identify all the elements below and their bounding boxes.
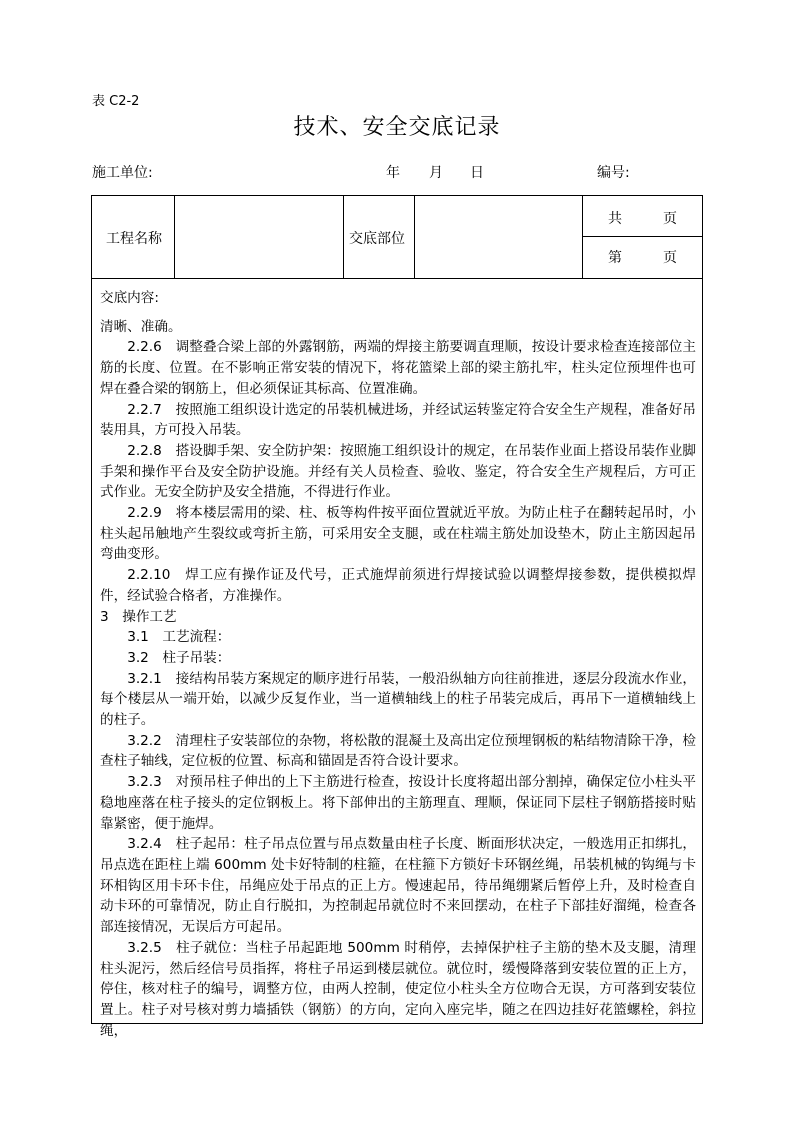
content-paragraph: 2.2.7 按照施工组织设计选定的吊装机械进场，并经试运转鉴定符合安全生产规程，准备好吊装用具，方可投入吊装。 [100, 401, 696, 439]
total-pages-label: 共 [608, 211, 622, 227]
content-paragraph: 3.2.2 清理柱子安装部位的杂物，将松散的混凝土及高出定位预埋钢板的粘结物清除干净，检查柱子轴线，定位板的位置、标高和锚固是否符合设计要求。 [100, 732, 696, 770]
handover-content [100, 288, 696, 1041]
table-header [92, 196, 702, 279]
content-paragraph: 3.2 柱子吊装： [127, 649, 231, 666]
content-paragraph: 3.1 工艺流程： [127, 629, 231, 646]
divider [414, 196, 415, 278]
content-paragraph: 3.2.3 对预吊柱子伸出的上下主筋进行检查，按设计长度将超出部分割掉，确保定位小柱头平稳地座落在柱子接头的定位钢板上。将下部伸出的主筋理直、理顺，保证同下层柱子钢筋搭接时贴靠紧密，便于施焊。 [100, 774, 696, 832]
content-paragraph: 2.2.8 搭设脚手架、安全防护架：按照施工组织设计的规定，在吊装作业面上搭设吊装作业脚手架和操作平台及安全防护设施。并经有关人员检查、验收、鉴定，符合安全生产规程后，方可正式作业。无安全防护及安全措施，不得进行作业。 [100, 442, 696, 501]
form-number: 表 C2-2 [92, 94, 140, 109]
total-pages-unit: 页 [663, 211, 677, 227]
content-paragraph: 2.2.6 调整叠合梁上部的外露钢筋，两端的焊接主筋要调直理顺，按设计要求检查连接部位主筋的长度、位置。在不影响正常安装的情况下，将花篮梁上部的梁主筋扎牢，柱头定位预埋件也可焊在叠合梁的钢筋上，但必须保证其标高、位置准确。 [100, 339, 696, 397]
number-label: 编号: [597, 165, 630, 181]
content-paragraph: 3.2.4 柱子起吊：柱子吊点位置与吊点数量由柱子长度、断面形状决定，一般选用正扣绑扎，吊点选在距柱上端 600mm 处卡好特制的柱箍，在柱箍下方锁好卡环钢丝绳，吊装机械的钩绳与卡环相钩区用卡环卡住，吊绳应处于吊点的正上方。慢速起吊，待吊绳绷紧后暂停上升，及时检查自动卡环的可靠情况，防止自行脱扣，为控制起吊就位时不来回摆动，在柱子下部挂好溜绳，检查各部连接情况，无误后方可起吊。 [100, 836, 696, 936]
divider [582, 236, 703, 237]
content-heading: 交底内容: [100, 290, 159, 306]
divider [582, 196, 583, 278]
content-paragraph: 2.2.9 将本楼层需用的梁、柱、板等构件按平面位置就近平放。为防止柱子在翻转起吊时，小柱头起吊触地产生裂纹或弯折主筋，可采用安全支腿，或在柱端主筋处加设垫木，防止主筋因起吊弯曲变形。 [100, 505, 696, 563]
content-paragraph: 3.2.1 接结构吊装方案规定的顺序进行吊装，一般沿纵轴方向往前推进，逐层分段流水作业，每个楼层从一端开始，以减少反复作业，当一道横轴线上的柱子吊装完成后，再吊下一道横轴线上的柱子。 [100, 670, 696, 729]
divider [174, 196, 175, 278]
section-heading: 3 操作工艺 [100, 608, 177, 625]
project-name-label: 工程名称 [106, 231, 162, 247]
month-label: 月 [429, 165, 443, 181]
record-table [91, 195, 703, 1039]
content-paragraph: 3.2.5 柱子就位：当柱子吊起距地 500mm 时稍停，去掉保护柱子主筋的垫木及支腿，清理柱头泥污，然后经信号员指挥，将柱子吊运到楼层就位。就位时，缓慢降落到安装位置的正上方，停住，核对柱子的编号，调整方位，由两人控制，使定位小柱头全方位吻合无误，方可落到安装位置上。柱子对号核对剪力墙插铁（钢筋）的方向，定向入座完毕，随之在四边挂好花篮螺栓，斜拉绳， [100, 939, 696, 1039]
day-label: 日 [470, 165, 484, 181]
construction-unit-label: 施工单位: [92, 165, 153, 181]
current-page-unit: 页 [663, 250, 677, 266]
divider [343, 196, 344, 278]
page-title: 技术、安全交底记录 [293, 115, 501, 140]
handover-part-label: 交底部位 [349, 231, 405, 247]
current-page-label: 第 [608, 250, 622, 266]
content-paragraph: 清晰、准确。 [100, 318, 182, 335]
year-label: 年 [386, 165, 400, 181]
content-paragraph: 2.2.10 焊工应有操作证及代号，正式施焊前须进行焊接试验以调整焊接参数，提供模拟焊件，经试验合格者，方准操作。 [100, 567, 696, 604]
